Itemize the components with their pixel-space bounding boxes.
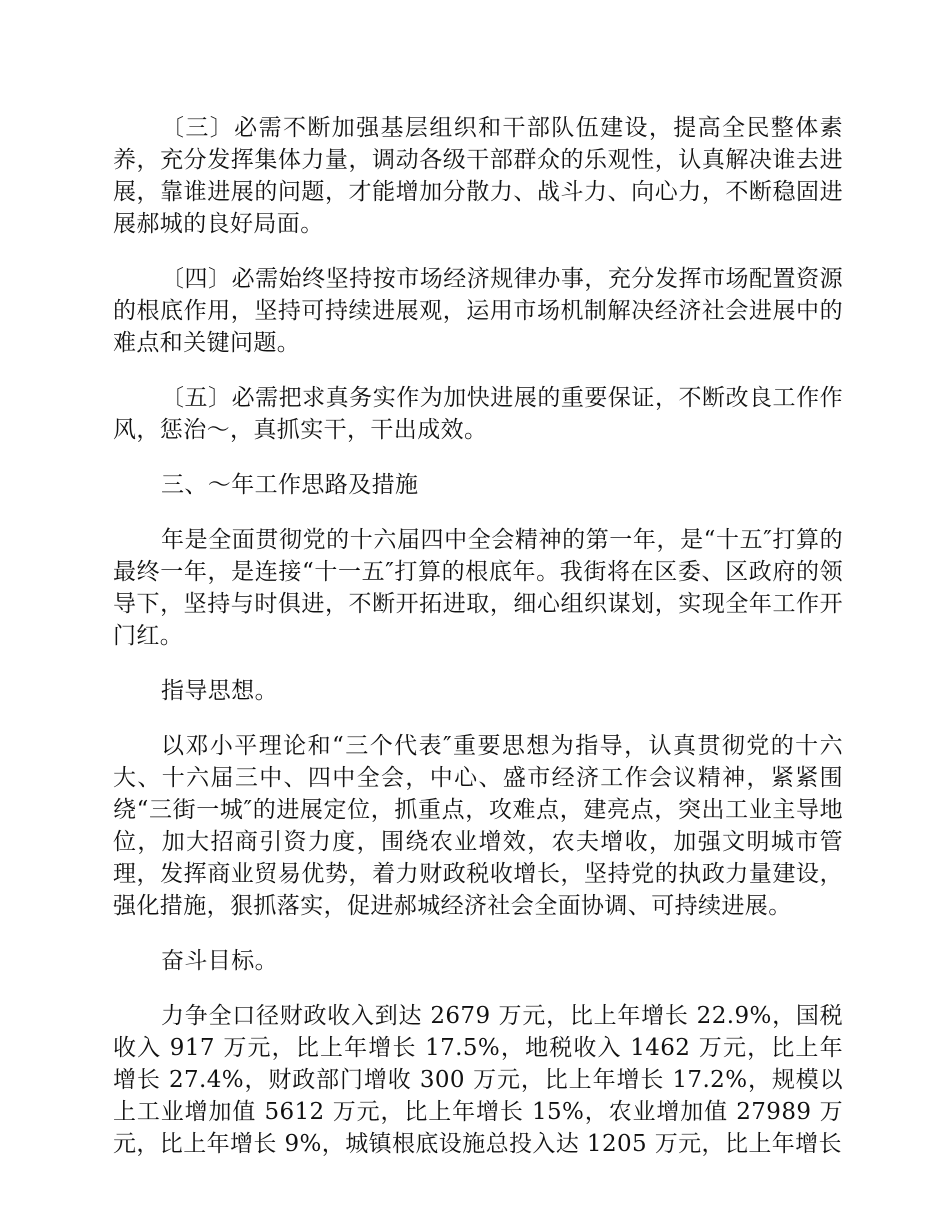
document-body — [113, 112, 843, 1160]
paragraph-year-overview: 年是全面贯彻党的十六届四中全会精神的第一年，是“十五″打算的最终一年，是连接“十一五″打算的根底年。我街将在区委、区政府的领导下，坚持与时俱进，不断开拓进取，细心组织谋划，实现全年工作开门红。 — [113, 527, 843, 649]
paragraph-section-4: 〔四〕必需始终坚持按市场经济规律办事，充分发挥市场配置资源的根底作用，坚持可持续进展观，运用市场机制解决经济社会进展中的难点和关键问题。 — [113, 266, 843, 356]
paragraph-guiding-thought: 以邓小平理论和“三个代表″重要思想为指导，认真贯彻党的十六大、十六届三中、四中全会，中心、盛市经济工作会议精神，紧紧围绕“三街一城″的进展定位，抓重点，攻难点，建亮点，突出工业主导地位，加大招商引资力度，围绕农业增效，农夫增收，加强文明城市管理，发挥商业贸易优势，着力财政税收增长，坚持党的执政力量建设，强化措施，狠抓落实，促进郝城经济社会全面协调、可持续进展。 — [113, 733, 843, 919]
paragraph-goals: 力争全口径财政收入到达 2679 万元，比上年增长 22.9%，国税收入 917 万元，比上年增长 17.5%，地税收入 1462 万元，比上年增长 27.4%，财政部门增收 300 万元，比上年增长 17.2%，规模以上工业增加值 5612 万元，比上年增长 15%，农业增加值 27989 万元，比上年增长 9%，城镇根底设施总投入达 1205 万元，比上年增长 — [113, 1003, 843, 1157]
subheading-goals: 奋斗目标。 — [161, 948, 278, 974]
section-heading-work-plan: 三、～年工作思路及措施 — [161, 472, 419, 498]
subheading-guiding-thought: 指导思想。 — [161, 678, 278, 704]
paragraph-section-3: 〔三〕必需不断加强基层组织和干部队伍建设，提高全民整体素养，充分发挥集体力量，调动各级干部群众的乐观性，认真解决谁去进展，靠谁进展的问题，才能增加分散力、战斗力、向心力，不断稳固进展郝城的良好局面。 — [113, 115, 843, 237]
paragraph-section-5: 〔五〕必需把求真务实作为加快进展的重要保证，不断改良工作作风，惩治～，真抓实干，干出成效。 — [113, 385, 843, 443]
